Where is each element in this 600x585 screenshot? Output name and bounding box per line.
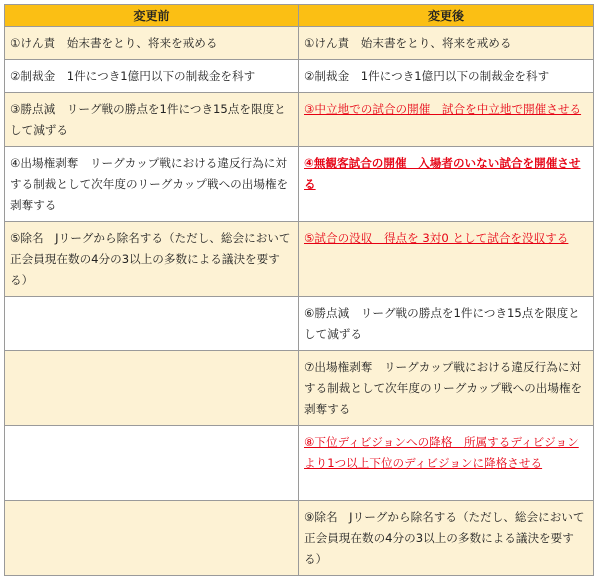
cell-before-9 (5, 501, 299, 576)
cell-before-5: ⑤除名 Jリーグから除名する（ただし、総会において正会員現在数の4分の3以上の多数による議決を要する） (5, 222, 299, 297)
table-row (5, 501, 594, 576)
cell-before-1: ①けん責 始末書をとり、将来を戒める (5, 27, 299, 60)
table-row (5, 93, 594, 147)
table-row (5, 147, 594, 222)
cell-before-8 (5, 426, 299, 501)
comparison-table (4, 4, 594, 576)
table-row (5, 426, 594, 501)
header-row (5, 5, 594, 27)
cell-after-5: ⑤試合の没収 得点を 3対0 として試合を没収する (299, 222, 594, 297)
cell-before-3: ③勝点減 リーグ戦の勝点を1件につき15点を限度として減ずる (5, 93, 299, 147)
table-row (5, 351, 594, 426)
cell-after-9: ⑨除名 Jリーグから除名する（ただし、総会において正会員現在数の4分の3以上の多数による議決を要する） (299, 501, 594, 576)
cell-before-2: ②制裁金 1件につき1億円以下の制裁金を科す (5, 60, 299, 93)
cell-after-2: ②制裁金 1件につき1億円以下の制裁金を科す (299, 60, 594, 93)
table-row (5, 60, 594, 93)
cell-after-3: ③中立地での試合の開催 試合を中立地で開催させる (299, 93, 594, 147)
cell-after-8: ⑧下位ディビジョンへの降格 所属するディビジョンより1つ以上下位のディビジョンに降格させる (299, 426, 594, 501)
cell-after-6: ⑥勝点減 リーグ戦の勝点を1件につき15点を限度として減ずる (299, 297, 594, 351)
cell-after-1: ①けん責 始末書をとり、将来を戒める (299, 27, 594, 60)
table-row (5, 222, 594, 297)
table-row (5, 297, 594, 351)
cell-after-4: ④無観客試合の開催 入場者のいない試合を開催させる (299, 147, 594, 222)
table-row (5, 27, 594, 60)
comparison-table-wrapper (4, 4, 594, 576)
header-after: 変更後 (299, 5, 594, 27)
cell-before-7 (5, 351, 299, 426)
cell-before-6 (5, 297, 299, 351)
cell-before-4: ④出場権剥奪 リーグカップ戦における違反行為に対する制裁として次年度のリーグカップ戦への出場権を剥奪する (5, 147, 299, 222)
header-before: 変更前 (5, 5, 299, 27)
cell-after-7: ⑦出場権剥奪 リーグカップ戦における違反行為に対する制裁として次年度のリーグカップ戦への出場権を剥奪する (299, 351, 594, 426)
